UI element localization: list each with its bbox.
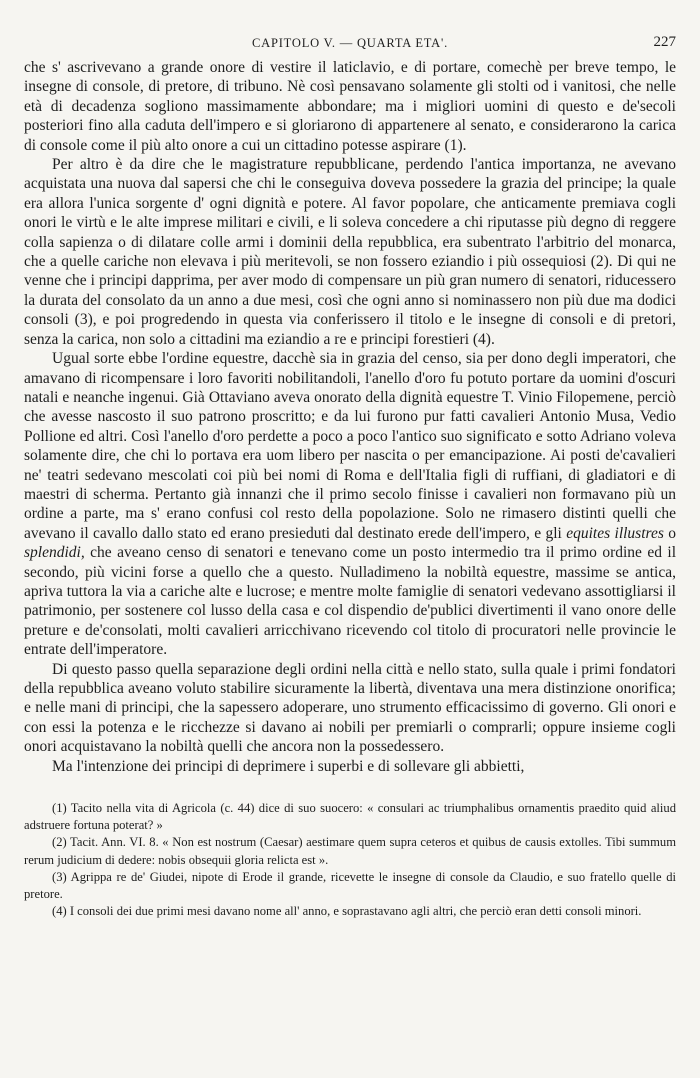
page-number: 227 [653,34,676,50]
footnotes [24,800,676,920]
running-head [24,0,676,58]
paragraph-5: Ma l'intenzione dei principi di deprimere i superbi e di sollevare gli abbietti, [52,757,525,775]
paragraph-3-start: Ugual sorte ebbe l'ordine equestre, dacchè sia in grazia del censo, sia per dono degli imperatori, che amavano di ricompensare i loro favoriti nobilitandoli, l'anello d'oro fu potuto portare da uomini d'oscuri natali e neanche ingenui. Già Ottaviano aveva onorato della dignità equestre T. Vinio Filopemene, perciò che avesse nascosto il suo patrono proscritto; e da lui furono pur fatti cavalieri Antonio Musa, Vedio Pollione ed altri. Così l'anello d'oro perdette a poco a poco l'antico suo significato e sotto Adriano voleva solamente dire, che chi lo portava era uom libero per nascita o per emancipazione. Ai posti de'cavalieri ne' teatri sedevano mescolati coi più bei nomi di Roma e dell'Italia figli di ruffiani, di gladiatori e di maestri di scherma. Pertanto già innanzi che il primo secolo finisse i cavalieri non formavano più un ordine a parte, ma s' erano confusi col resto della popolazione. Solo ne rimasero distinti quelli che avevano il cavallo dallo stato ed erano presieduti dal destinato erede dell'impero, e gli [24,350,676,542]
paragraph-4: Di questo passo quella separazione degli ordini nella città e nello stato, sulla quale i primi fondatori della repubblica aveano voluto stabilire sicuramente la libertà, diventava una mera distinzione onorifica; e nelle mani di principi, che la sapessero adoperare, uno strumento efficacissimo di governo. Gli onori e con essi la potenza e le ricchezze si davano ai nobili per premiarli o comprarli; oppure insieme cogli onori acquistavano la nobiltà quelli che ancora non la possedessero. [24,660,676,756]
footnote-4: (4) I consoli dei due primi mesi davano nome all' anno, e soprastavano agli altri, che perciò eran detti consoli minori. [52,904,642,919]
paragraph-3-mid: o [668,524,677,542]
footnote-3: (3) Agrippa re de' Giudei, nipote di Erode il grande, ricevette le insegne di console da Claudio, e suo fratello quelle di pretore. [24,869,676,902]
footnote-1: (1) Tacito nella vita di Agricola (c. 44) dice di suo suocero: « consulari ac triumphalibus ornamentis praedito quid aliud adstruere fortuna poterat? » [24,801,676,833]
paragraph-2: Per altro è da dire che le magistrature repubblicane, perdendo l'antica importanza, ne avevano acquistata una nuova dal sapersi che chi le conseguiva doveva possedere la grazia del principe; la quale era allora l'unica sorgente d' ogni dignità e potere. Al favor popolare, che anticamente premiava cogli onori le virtù e le alte imprese militari e civili, e li soleva concedere a chi riputasse più degno di reggere colla sapienza o di dilatare colle armi i dominii della repubblica, era subentrato l'arbitrio del monarca, che a quelle cariche non elevava i più meritevoli, se non fossero eziandio i più ossequiosi (2). Di qui ne venne che i principi dapprima, per aver modo di compensare un più gran numero di senatori, riducessero la durata del consolato da un anno a due mesi, così che ogni anno si nominassero non più due ma dodici consoli (3), e poi progredendo in questa via conferissero il titolo e le insegne di consoli e di pretori, senza la carica, non solo a cittadini ma eziandio a re e principi forestieri (4). [24,156,676,348]
paragraph-1: che s' ascrivevano a grande onore di vestire il laticlavio, e di portare, comechè per breve tempo, le insegne di console, di pretore, di tribuno. Nè così pensavano solamente gli stolti od i vanitosi, che nelle età di decadenza sogliono massimamente abbondare; ma i migliori uomini di questo e de'secoli posteriori fino alla caduta dell'impero e si gloriarono di appartenere al senato, e considerarono la carica di console come il più alto onore a cui un cittadino potesse aspirare (1). [24,59,676,154]
italic-equites-illustres: equites illustres [566,524,664,542]
paragraph-3-end: che aveano censo di senatori e tenevano come un posto intermedio tra il primo ordine ed il secondo, più vicini forse a quello che a questo. Nulladimeno la nobiltà equestre, massime se antica, apriva tuttora la via a cariche alte e lucrose; e mentre molte famiglie di senatori vedevano assottigliarsi il patrimonio, per sostenere col lusso della casa e col dispendio de'publici divertimenti il vano onore delle preture e de'consolati, molti cavalieri arricchivano ricevendo col titolo di procuratori nelle provincie le entrate dell'imperatore. [24,544,677,659]
body-text [24,58,676,776]
italic-splendidi: splendidi, [24,544,85,562]
running-title: CAPITOLO V. — QUARTA ETA'. [251,36,448,50]
paragraph-3 [24,349,676,660]
footnote-2: (2) Tacit. Ann. VI. 8. « Non est nostrum (Caesar) aestimare quem supra ceteros et quibus de causis extolles. Tibi summum rerum judicium di dedere: nobis obsequii gloria relicta est ». [24,835,676,867]
